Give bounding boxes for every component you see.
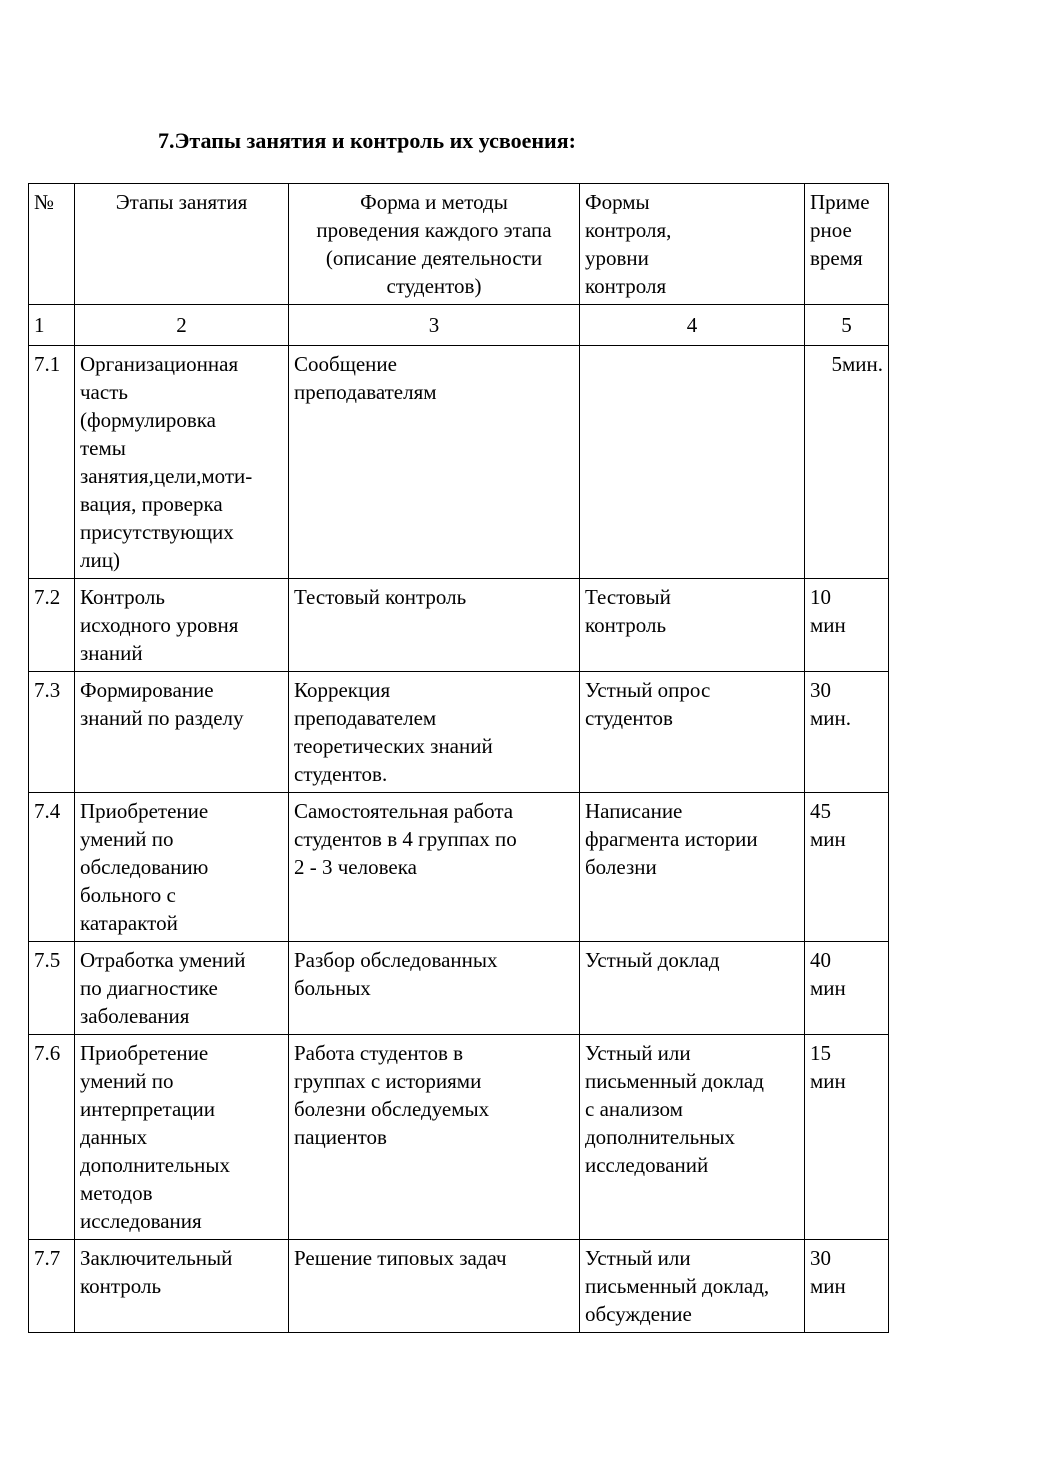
- table-row: [29, 942, 889, 1035]
- row-control: [580, 346, 805, 579]
- column-number: 1: [29, 305, 75, 346]
- row-control: Устный опрос студентов: [580, 672, 805, 793]
- row-control: Устный или письменный доклад с анализом дополнительных исследований: [580, 1035, 805, 1240]
- header-time: Приме рное время: [805, 184, 889, 305]
- row-form: Коррекция преподавателем теоретических знаний студентов.: [289, 672, 580, 793]
- row-time: 30 мин.: [805, 672, 889, 793]
- row-stage: Отработка умений по диагностике заболевания: [75, 942, 289, 1035]
- row-time: 45 мин: [805, 793, 889, 942]
- table-row: [29, 346, 889, 579]
- row-num: 7.6: [29, 1035, 75, 1240]
- row-num: 7.2: [29, 579, 75, 672]
- row-time: 30 мин: [805, 1240, 889, 1333]
- row-num: 7.3: [29, 672, 75, 793]
- row-time: 10 мин: [805, 579, 889, 672]
- header-form: Форма и методы проведения каждого этапа (описание деятельности студентов): [289, 184, 580, 305]
- table-row: [29, 1240, 889, 1333]
- table-row: [29, 793, 889, 942]
- stages-table: [28, 183, 889, 1333]
- row-stage: Приобретение умений по обследованию больного с катарактой: [75, 793, 289, 942]
- row-control: Устный доклад: [580, 942, 805, 1035]
- row-num: 7.5: [29, 942, 75, 1035]
- row-stage: Формирование знаний по разделу: [75, 672, 289, 793]
- table-row: [29, 579, 889, 672]
- column-number: 4: [580, 305, 805, 346]
- header-control: Формы контроля, уровни контроля: [580, 184, 805, 305]
- table-header-row: [29, 184, 889, 305]
- row-form: Самостоятельная работа студентов в 4 группах по 2 - 3 человека: [289, 793, 580, 942]
- row-stage: Контроль исходного уровня знаний: [75, 579, 289, 672]
- column-number: 5: [805, 305, 889, 346]
- header-stage: Этапы занятия: [75, 184, 289, 305]
- table-row: [29, 1035, 889, 1240]
- table-row: [29, 672, 889, 793]
- column-number: 3: [289, 305, 580, 346]
- row-form: Сообщение преподавателям: [289, 346, 580, 579]
- row-num: 7.7: [29, 1240, 75, 1333]
- row-time: 40 мин: [805, 942, 889, 1035]
- row-control: Устный или письменный доклад, обсуждение: [580, 1240, 805, 1333]
- page-title: 7.Этапы занятия и контроль их усвоения:: [158, 128, 576, 153]
- row-time: 15 мин: [805, 1035, 889, 1240]
- row-control: Тестовый контроль: [580, 579, 805, 672]
- header-num: №: [29, 184, 75, 305]
- row-stage: Организационная часть (формулировка темы занятия,цели,моти- вация, проверка присутствующих лиц): [75, 346, 289, 579]
- row-control: Написание фрагмента истории болезни: [580, 793, 805, 942]
- row-form: Решение типовых задач: [289, 1240, 580, 1333]
- row-time: 5мин.: [805, 346, 889, 579]
- row-num: 7.4: [29, 793, 75, 942]
- row-num: 7.1: [29, 346, 75, 579]
- column-number: 2: [75, 305, 289, 346]
- row-stage: Приобретение умений по интерпретации данных дополнительных методов исследования: [75, 1035, 289, 1240]
- row-stage: Заключительный контроль: [75, 1240, 289, 1333]
- row-form: Работа студентов в группах с историями болезни обследуемых пациентов: [289, 1035, 580, 1240]
- row-form: Разбор обследованных больных: [289, 942, 580, 1035]
- column-number-row: [29, 305, 889, 346]
- row-form: Тестовый контроль: [289, 579, 580, 672]
